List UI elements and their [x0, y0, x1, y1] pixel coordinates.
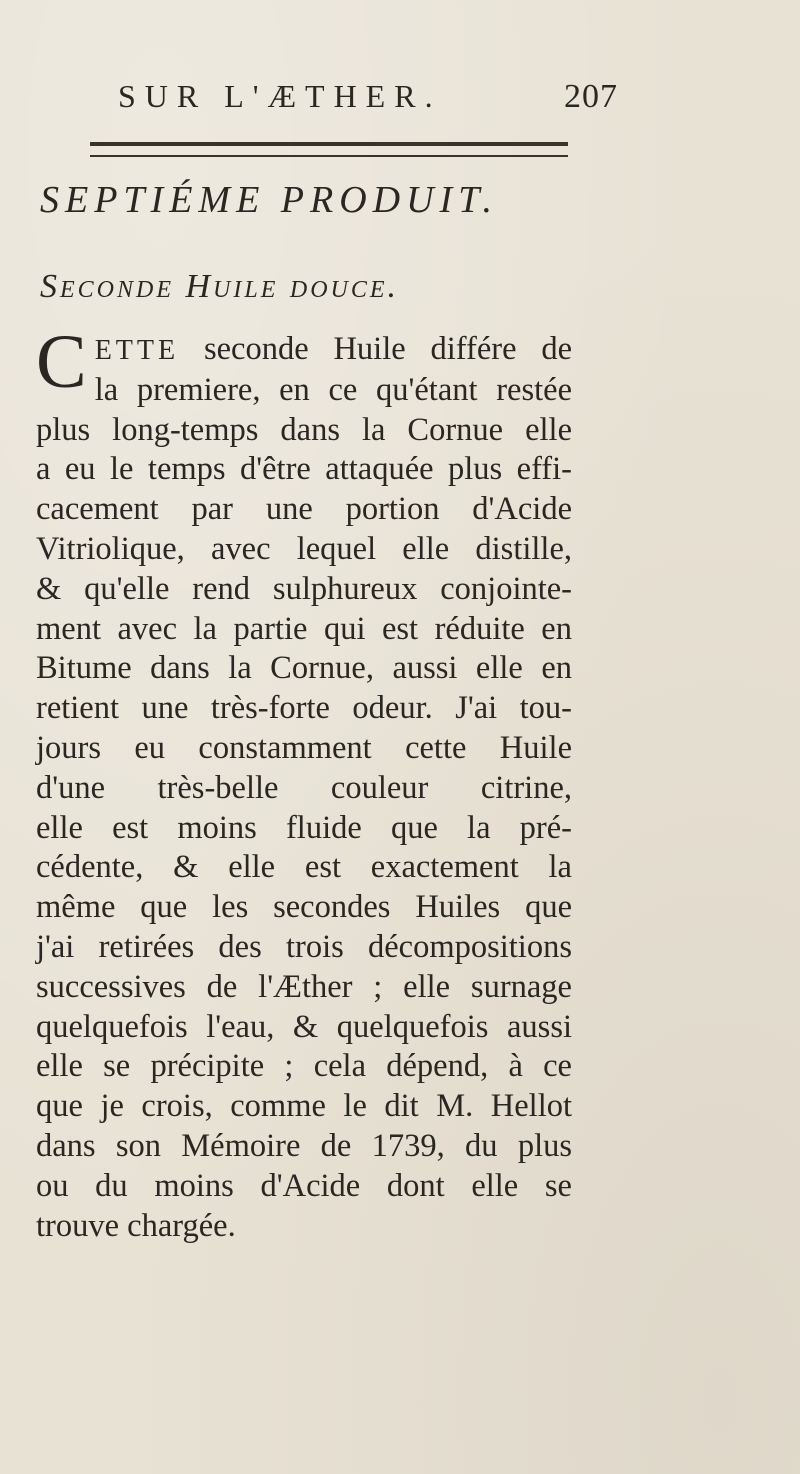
text-line: quelquefois l'eau, & quelquefois aussi — [36, 1008, 572, 1045]
text-line: que je crois, comme le dit M. Hellot — [36, 1088, 572, 1125]
text-line: ment avec la partie qui est réduite en — [36, 610, 572, 647]
running-head — [118, 78, 618, 115]
text-line: Vitriolique, avec lequel elle distille, — [36, 530, 572, 567]
body-paragraph — [36, 320, 572, 1246]
text-line: même que les secondes Huiles que — [36, 889, 572, 926]
text-line: & qu'elle rend sulphureux conjointe- — [36, 570, 572, 607]
header-rule-thick — [90, 142, 568, 146]
text-line: j'ai retirées des trois décompositions — [36, 928, 572, 965]
text-line: Bitume dans la Cornue, aussi elle en — [36, 650, 572, 687]
text-line: cédente, & elle est exactement la — [36, 849, 572, 886]
text-line: CETTE seconde Huile différe de — [36, 320, 572, 404]
page-number: 207 — [564, 78, 618, 115]
text-line: elle est moins fluide que la pré- — [36, 809, 572, 846]
text-line: elle se précipite ; cela dépend, à ce — [36, 1048, 572, 1085]
text-line: a eu le temps d'être attaquée plus effi- — [36, 451, 572, 488]
text-line: d'une très-belle couleur citrine, — [36, 769, 572, 806]
text-line: trouve chargée. — [36, 1207, 236, 1244]
running-head-title: SUR L'ÆTHER. — [118, 78, 442, 114]
text-line: cacement par une portion d'Acide — [36, 491, 572, 528]
text-line: la premiere, en ce qu'étant restée — [94, 371, 572, 408]
text-line: plus long-temps dans la Cornue elle — [36, 411, 572, 448]
drop-cap: C — [36, 320, 87, 404]
text-line: retient une très-forte odeur. J'ai tou- — [36, 690, 572, 727]
text-line: dans son Mémoire de 1739, du plus — [36, 1127, 572, 1164]
text-line: successives de l'Æther ; elle surnage — [36, 968, 572, 1005]
section-subtitle: Seconde Huile douce. — [40, 268, 400, 305]
section-title: SEPTIÉME PRODUIT. — [40, 179, 499, 221]
text-line: jours eu constamment cette Huile — [36, 729, 572, 766]
lead-word: ETTE — [94, 335, 180, 366]
header-rule-thin — [90, 155, 568, 157]
text-line: ou du moins d'Acide dont elle se — [36, 1167, 572, 1204]
